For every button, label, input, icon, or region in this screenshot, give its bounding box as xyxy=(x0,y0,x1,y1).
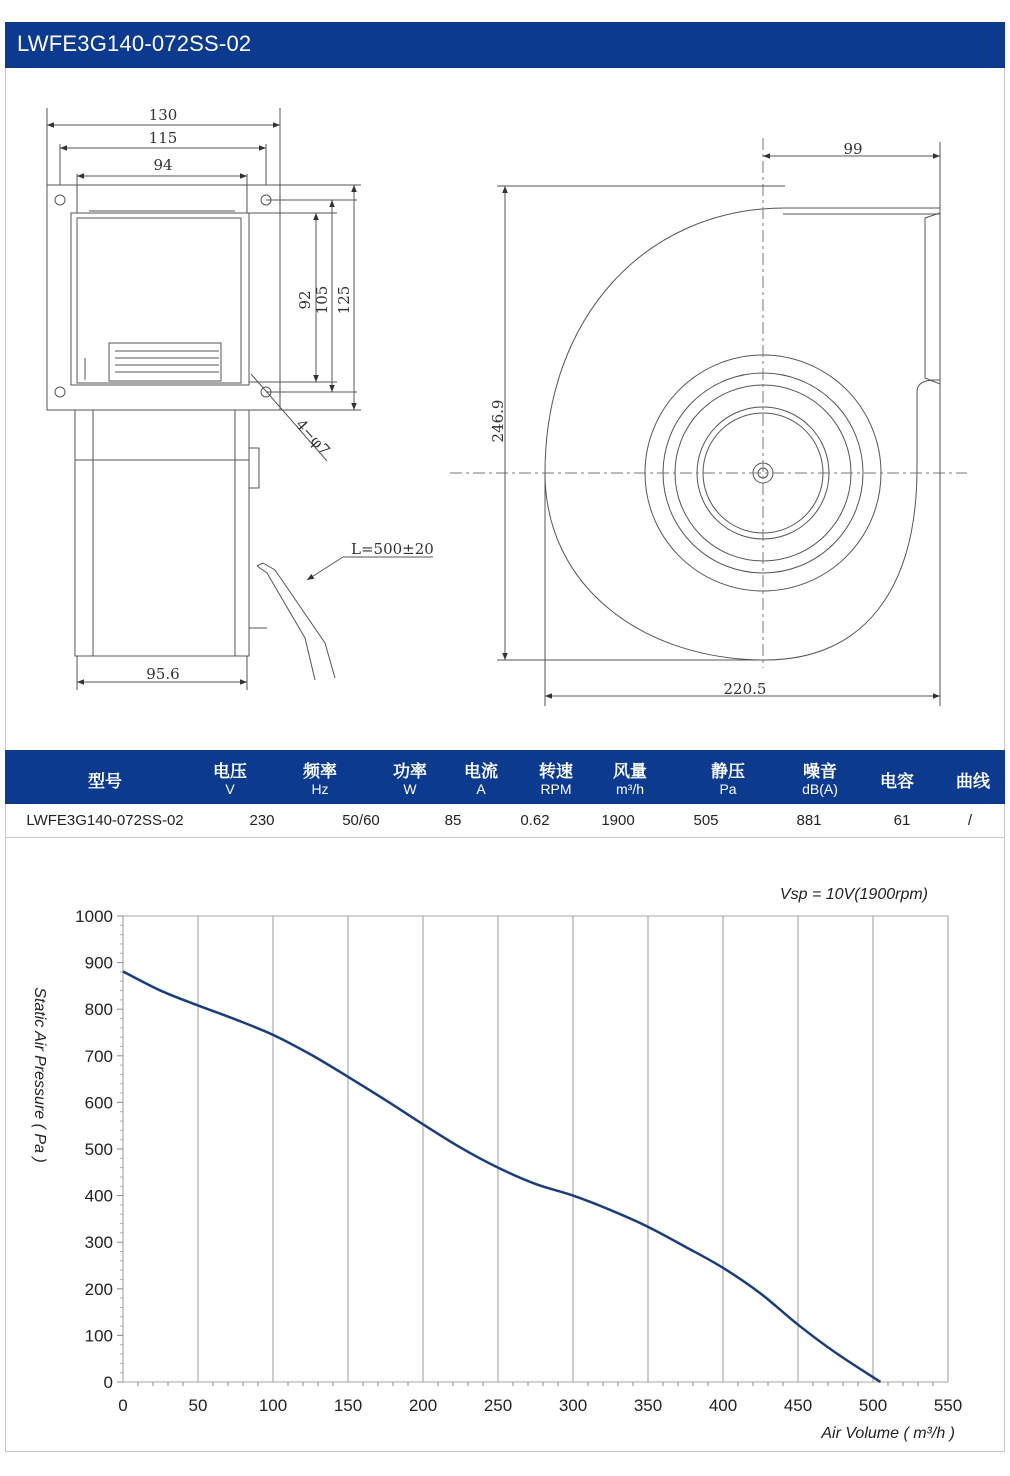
y-tick-label: 700 xyxy=(84,1046,113,1066)
spec-table-row xyxy=(5,804,1005,838)
dim-99: 99 xyxy=(843,140,863,158)
header-static-pressure: 静压 Pa xyxy=(711,762,745,797)
technical-drawing xyxy=(5,68,1005,750)
cell-model: LWFE3G140-072SS-02 xyxy=(26,812,184,829)
dim-115: 115 xyxy=(148,129,178,147)
y-tick-label: 400 xyxy=(84,1186,113,1206)
motor-body xyxy=(75,410,249,656)
x-tick-label: 300 xyxy=(558,1396,588,1415)
dim-92: 92 xyxy=(296,290,314,310)
pressure-curve-line xyxy=(123,971,881,1382)
flange-outline xyxy=(47,185,280,410)
x-tick-label: 450 xyxy=(783,1396,813,1415)
spec-table-header xyxy=(5,750,1005,804)
impeller-slot xyxy=(109,343,221,381)
y-tick-label: 200 xyxy=(84,1279,113,1299)
x-tick-label: 200 xyxy=(408,1396,438,1415)
cell-current: 0.62 xyxy=(520,812,550,829)
chart-annotation: Vsp = 10V(1900rpm) xyxy=(779,886,928,903)
cell-frequency: 50/60 xyxy=(342,812,380,829)
cell-speed: 1900 xyxy=(601,812,635,829)
outlet-opening xyxy=(71,213,249,385)
y-tick-label: 0 xyxy=(103,1373,113,1392)
x-tick-label: 100 xyxy=(258,1396,288,1415)
header-power: 功率 W xyxy=(393,762,427,797)
cell-capacitor: / xyxy=(967,812,973,829)
y-tick-label: 300 xyxy=(84,1233,113,1253)
x-tick-label: 150 xyxy=(333,1396,363,1415)
page-title: LWFE3G140-072SS-02 xyxy=(17,31,252,56)
header-current: 电流 A xyxy=(464,762,498,797)
scroll-housing xyxy=(545,208,940,660)
cell-voltage: 230 xyxy=(249,812,275,829)
cell-power: 85 xyxy=(444,812,462,829)
motor-hub xyxy=(697,407,829,539)
y-tick-label: 900 xyxy=(84,953,113,973)
dim-130: 130 xyxy=(148,106,178,124)
header-frequency: 频率 Hz xyxy=(303,762,337,797)
cell-airflow: 505 xyxy=(693,812,719,829)
dim-105: 105 xyxy=(313,285,331,315)
y-tick-label: 100 xyxy=(84,1326,113,1346)
mount-hole xyxy=(55,387,65,397)
header-voltage: 电压 V xyxy=(213,762,247,797)
x-tick-label: 350 xyxy=(633,1396,663,1415)
dim-holes: 4−φ7 xyxy=(292,415,334,460)
lead-wire xyxy=(263,563,335,678)
plot-area xyxy=(123,916,948,1382)
dim-95-6: 95.6 xyxy=(146,665,180,683)
cell-static-pressure: 881 xyxy=(796,812,822,829)
y-tick-label: 600 xyxy=(84,1093,113,1113)
title-bar xyxy=(5,22,1005,68)
y-tick-label: 1000 xyxy=(75,907,113,926)
dim-246-9: 246.9 xyxy=(489,399,507,443)
lead-wire xyxy=(257,566,315,680)
cell-noise: 61 xyxy=(893,812,911,829)
x-tick-label: 0 xyxy=(118,1396,128,1415)
x-tick-label: 400 xyxy=(708,1396,738,1415)
x-axis-label: Air Volume ( m³/h ) xyxy=(821,1425,955,1442)
header-speed: 转速 RPM xyxy=(539,762,573,797)
header-noise: 噪音 dB(A) xyxy=(802,762,838,797)
header-capacitor: 电容 xyxy=(880,772,914,791)
dim-220-5: 220.5 xyxy=(723,680,767,698)
x-tick-label: 250 xyxy=(483,1396,513,1415)
y-tick-label: 500 xyxy=(84,1140,113,1159)
y-axis-label: Static Air Pressure ( Pa ) xyxy=(31,987,48,1163)
dim-lead-length: L=500±20 xyxy=(351,540,434,558)
header-curve: 曲线 xyxy=(956,772,990,791)
dim-94: 94 xyxy=(153,156,173,174)
x-tick-label: 550 xyxy=(933,1396,963,1415)
performance-chart xyxy=(5,838,1005,1452)
header-airflow: 风量 m³/h xyxy=(613,762,647,797)
x-tick-label: 50 xyxy=(188,1396,208,1415)
mount-hole xyxy=(55,195,65,205)
x-tick-label: 500 xyxy=(858,1396,888,1415)
header-model: 型号 xyxy=(88,772,122,791)
dim-125: 125 xyxy=(335,285,353,315)
y-tick-label: 800 xyxy=(84,1000,113,1020)
